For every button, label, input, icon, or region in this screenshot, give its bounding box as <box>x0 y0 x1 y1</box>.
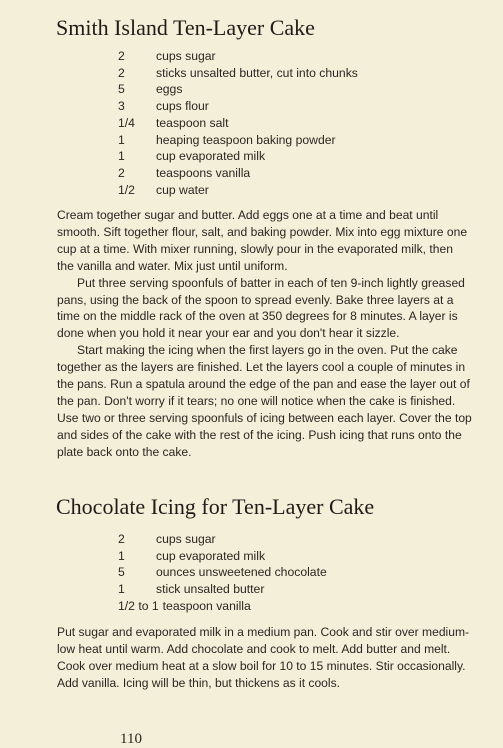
ingredient-item: cups flour <box>156 99 209 114</box>
ingredient-qty: 1 <box>118 149 125 164</box>
ingredient-row <box>118 165 358 182</box>
ingredient-item: ounces unsweetened chocolate <box>156 565 327 580</box>
ingredient-qty: 1/2 <box>118 182 135 197</box>
ingredient-qty: 5 <box>118 82 125 97</box>
ingredient-item: cup evaporated milk <box>156 149 266 164</box>
ingredient-qty: 1/4 <box>118 115 135 130</box>
instruction-paragraph: Cream together sugar and butter. Add eggs one at a time and beat until smooth. Sift together flour, salt, and baking powder. Mix into egg mixture one cup at a time. With mixer running, slowly pour in the evaporated milk, then the vanilla and water. Mix just until uniform. <box>57 208 468 273</box>
cake-ingredient-list <box>118 48 358 198</box>
cake-recipe-title: Smith Island Ten-Layer Cake <box>56 15 315 40</box>
instruction-paragraph: Start making the icing when the first layers go in the oven. Put the cake together as the layers are finished. Let the layers cool a couple of minutes in the pans. Run a spatula around the edge of the pan and ease the layer out of the pan. Don't worry if it tears; no one will notice when the cake is finished. Use two or three serving spoonfuls of icing between each layer. Cover the top and sides of the cake with the rest of the icing. Push icing that runs onto the plate back onto the cake. <box>57 343 472 459</box>
ingredient-row <box>118 581 327 598</box>
cake-instructions <box>57 207 472 461</box>
ingredient-row <box>118 564 327 581</box>
ingredient-item: cups sugar <box>156 49 216 63</box>
ingredient-row <box>118 115 358 132</box>
ingredient-qty: 3 <box>118 99 125 114</box>
ingredient-row <box>118 548 327 565</box>
page-number: 110 <box>120 731 142 747</box>
ingredient-qty: 1 <box>118 548 125 563</box>
ingredient-qty: 2 <box>118 49 125 63</box>
ingredient-row <box>118 65 358 82</box>
ingredient-row <box>118 182 358 199</box>
ingredient-item: stick unsalted butter <box>156 582 265 597</box>
icing-ingredient-list <box>118 531 327 615</box>
instruction-paragraph: Put sugar and evaporated milk in a medium pan. Cook and stir over medium-low heat until warm. Add chocolate and cook to melt. Add butter and melt. Cook over medium heat at a slow boil for 10 to 15 minutes. Stir occasionally. Add vanilla. Icing will be thin, but thickens as it cools. <box>57 625 470 690</box>
ingredient-item: cup water <box>156 182 209 197</box>
ingredient-qty: 1 <box>118 582 125 597</box>
ingredient-row <box>118 48 358 65</box>
ingredient-item: cup evaporated milk <box>156 548 266 563</box>
ingredient-row <box>118 98 358 115</box>
ingredient-item: sticks unsalted butter, cut into chunks <box>156 65 358 80</box>
ingredient-qty: 1/2 to 1 <box>118 598 159 613</box>
ingredient-row <box>118 81 358 98</box>
ingredient-row <box>118 531 327 548</box>
ingredient-qty: 5 <box>118 565 125 580</box>
ingredient-item: cups sugar <box>156 532 216 546</box>
ingredient-qty: 2 <box>118 65 125 80</box>
ingredient-item: eggs <box>156 82 183 97</box>
ingredient-qty: 2 <box>118 165 125 180</box>
ingredient-row <box>118 598 327 615</box>
ingredient-row <box>118 148 358 165</box>
ingredient-item: teaspoon salt <box>156 115 229 130</box>
ingredient-item: teaspoons vanilla <box>156 165 251 180</box>
instruction-paragraph: Put three serving spoonfuls of batter in each of ten 9-inch lightly greased pans, using the back of the spoon to spread evenly. Bake three layers at a time on the middle rack of the oven at 350 degrees for 8 minutes. A layer is done when you hold it near your ear and you don't hear it sizzle. <box>57 275 465 341</box>
icing-recipe-title: Chocolate Icing for Ten-Layer Cake <box>56 494 375 519</box>
ingredient-item: heaping teaspoon baking powder <box>156 132 336 147</box>
ingredient-qty: 2 <box>118 532 125 546</box>
ingredient-row <box>118 132 358 149</box>
ingredient-item: teaspoon vanilla <box>162 598 251 613</box>
icing-instructions <box>57 624 472 692</box>
ingredient-qty: 1 <box>118 132 125 147</box>
